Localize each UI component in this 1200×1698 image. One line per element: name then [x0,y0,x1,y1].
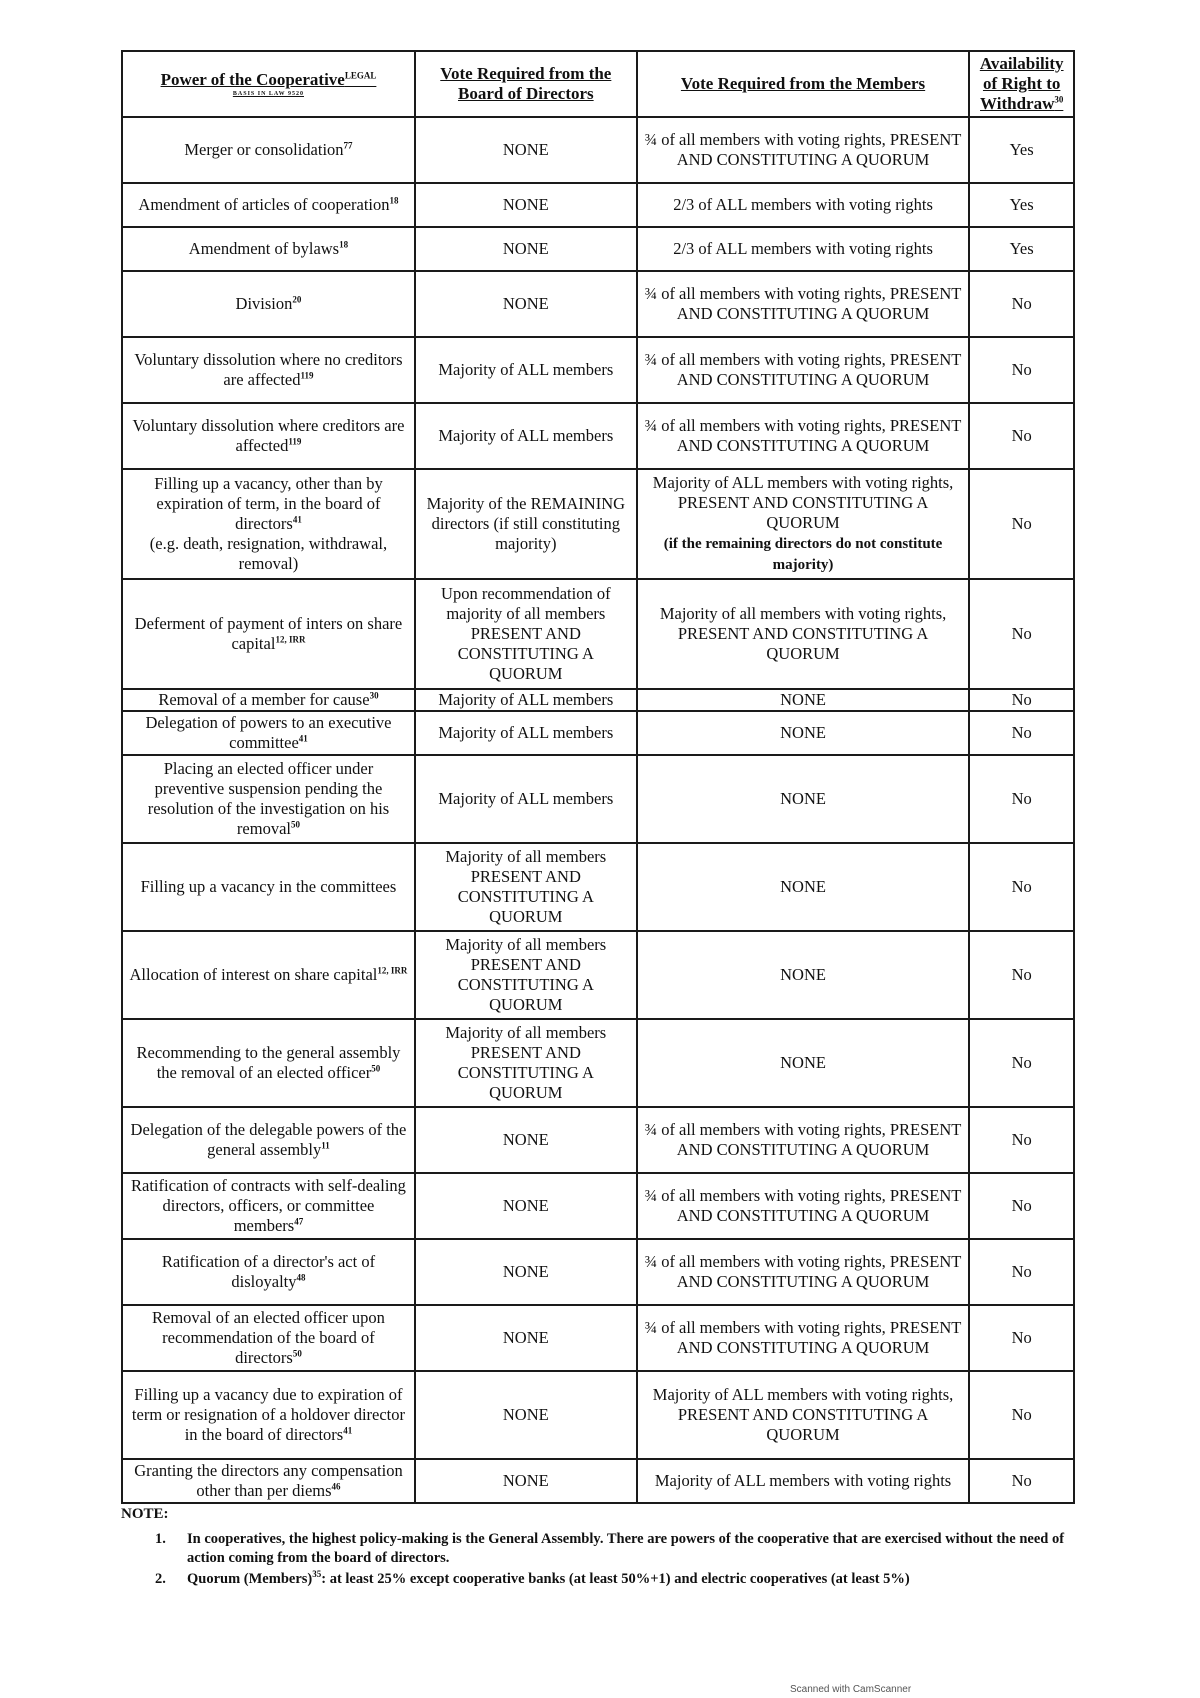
power-cell: Voluntary dissolution where creditors are affected$^{119}$ [122,403,415,469]
board-vote-cell: Majority of ALL members [415,403,637,469]
table-row [122,1459,1074,1503]
power-cell: Division$^{20}$ [122,271,415,337]
withdraw-cell: No [969,931,1074,1019]
withdraw-cell: No [969,843,1074,931]
withdraw-cell: No [969,1019,1074,1107]
power-cell: Voluntary dissolution where no creditors are affected$^{119}$ [122,337,415,403]
withdraw-cell: No [969,755,1074,843]
withdraw-cell: No [969,1371,1074,1459]
power-cell: Filling up a vacancy, other than by expiration of term, in the board of directors$^{41}$ (e.g. death, resignation, withdrawal, removal) [122,469,415,579]
board-vote-cell: NONE [415,271,637,337]
power-cell: Merger or consolidation$^{77}$ [122,117,415,183]
members-vote-cell: ¾ of all members with voting rights, PRESENT AND CONSTITUTING A QUORUM [637,1173,970,1239]
board-vote-cell: Majority of ALL members [415,689,637,711]
members-vote-cell: Majority of all members with voting rights, PRESENT AND CONSTITUTING A QUORUM [637,579,970,689]
members-vote-cell: ¾ of all members with voting rights, PRESENT AND CONSTITUTING A QUORUM [637,1239,970,1305]
members-vote-cell: 2/3 of ALL members with voting rights [637,183,970,227]
power-cell: Ratification of a director's act of disloyalty$^{48}$ [122,1239,415,1305]
header-members-vote: Vote Required from the Members [637,51,970,117]
board-vote-cell: NONE [415,1305,637,1371]
members-vote-cell: ¾ of all members with voting rights, PRESENT AND CONSTITUTING A QUORUM [637,1305,970,1371]
table-row [122,117,1074,183]
table-row [122,403,1074,469]
members-vote-cell: NONE [637,843,970,931]
withdraw-cell: No [969,711,1074,755]
members-vote-cell: NONE [637,711,970,755]
note-title: NOTE: [121,1506,169,1522]
board-vote-cell: Majority of ALL members [415,711,637,755]
table-row [122,183,1074,227]
withdraw-cell: No [969,1107,1074,1173]
power-cell: Delegation of powers to an executive committee$^{41}$ [122,711,415,755]
board-vote-cell: NONE [415,183,637,227]
power-cell: Removal of a member for cause$^{30}$ [122,689,415,711]
header-withdraw: Availability of Right to Withdraw$^{30}$ [969,51,1074,117]
power-cell: Ratification of contracts with self-dealing directors, officers, or committee members$^{47}$ [122,1173,415,1239]
withdraw-cell: No [969,579,1074,689]
power-cell: Filling up a vacancy due to expiration of term or resignation of a holdover director in the board of directors$^{41}$ [122,1371,415,1459]
table-row [122,337,1074,403]
table-row [122,227,1074,271]
withdraw-cell: No [969,271,1074,337]
members-vote-cell: ¾ of all members with voting rights, PRESENT AND CONSTITUTING A QUORUM [637,337,970,403]
scanner-watermark: Scanned with CamScanner [790,1684,912,1695]
power-cell: Amendment of bylaws$^{18}$ [122,227,415,271]
members-vote-cell: NONE [637,755,970,843]
board-vote-cell: Majority of ALL members [415,337,637,403]
table-row [122,711,1074,755]
table-row [122,579,1074,689]
withdraw-cell: No [969,1173,1074,1239]
power-cell: Granting the directors any compensation other than per diems$^{46}$ [122,1459,415,1503]
power-cell: Filling up a vacancy in the committees [122,843,415,931]
header-power: Power of the Cooperative$^{LEGAL}$ BASIS IN LAW 9520 [122,51,415,117]
table-row [122,1107,1074,1173]
table-row [122,271,1074,337]
table-header-row [122,51,1074,117]
members-vote-cell: NONE [637,931,970,1019]
board-vote-cell: Majority of ALL members [415,755,637,843]
board-vote-cell: NONE [415,117,637,183]
board-vote-cell: NONE [415,1239,637,1305]
members-vote-cell: ¾ of all members with voting rights, PRESENT AND CONSTITUTING A QUORUM [637,403,970,469]
board-vote-cell: NONE [415,1371,637,1459]
withdraw-cell: Yes [969,227,1074,271]
table-row [122,843,1074,931]
members-vote-cell: Majority of ALL members with voting rights [637,1459,970,1503]
table-row [122,931,1074,1019]
power-cell: Placing an elected officer under preventive suspension pending the resolution of the investigation on his removal$^{50}$ [122,755,415,843]
power-cell: Delegation of the delegable powers of the general assembly$^{11}$ [122,1107,415,1173]
table-row [122,1019,1074,1107]
members-vote-cell: 2/3 of ALL members with voting rights [637,227,970,271]
members-vote-cell: NONE [637,689,970,711]
withdraw-cell: No [969,1305,1074,1371]
board-vote-cell: NONE [415,227,637,271]
power-cell: Allocation of interest on share capital$^{12, IRR}$ [122,931,415,1019]
withdraw-cell: Yes [969,117,1074,183]
withdraw-cell: Yes [969,183,1074,227]
power-cell: Amendment of articles of cooperation$^{18}$ [122,183,415,227]
table-row [122,1371,1074,1459]
members-vote-cell: ¾ of all members with voting rights, PRESENT AND CONSTITUTING A QUORUM [637,1107,970,1173]
table-row [122,1305,1074,1371]
power-cell: Recommending to the general assembly the removal of an elected officer$^{50}$ [122,1019,415,1107]
board-vote-cell: Majority of all members PRESENT AND CONSTITUTING A QUORUM [415,931,637,1019]
members-vote-cell: ¾ of all members with voting rights, PRESENT AND CONSTITUTING A QUORUM [637,271,970,337]
board-vote-cell: NONE [415,1173,637,1239]
withdraw-cell: No [969,469,1074,579]
withdraw-cell: No [969,337,1074,403]
table-row [122,755,1074,843]
board-vote-cell: Majority of all members PRESENT AND CONSTITUTING A QUORUM [415,1019,637,1107]
members-vote-cell: ¾ of all members with voting rights, PRESENT AND CONSTITUTING A QUORUM [637,117,970,183]
power-cell: Deferment of payment of inters on share capital$^{12, IRR}$ [122,579,415,689]
withdraw-cell: No [969,403,1074,469]
board-vote-cell: NONE [415,1459,637,1503]
board-vote-cell: NONE [415,1107,637,1173]
table-row [122,469,1074,579]
board-vote-cell: Majority of the REMAINING directors (if still constituting majority) [415,469,637,579]
table-row [122,1173,1074,1239]
table-row [122,689,1074,711]
members-vote-cell: Majority of ALL members with voting rights, PRESENT AND CONSTITUTING A QUORUM (if the remaining directors do not constitute majority) [637,469,970,579]
members-vote-cell: NONE [637,1019,970,1107]
members-vote-cell: Majority of ALL members with voting rights, PRESENT AND CONSTITUTING A QUORUM [637,1371,970,1459]
board-vote-cell: Majority of all members PRESENT AND CONSTITUTING A QUORUM [415,843,637,931]
withdraw-cell: No [969,1459,1074,1503]
withdraw-cell: No [969,689,1074,711]
table-row [122,1239,1074,1305]
powers-table [121,50,1075,1504]
document-page: Power of the Cooperative$^{LEGAL}$ BASIS IN LAW 9520 Vote Required from the Board of Directors Vote Required from the Members Availability of Right to Withdraw$^{30}$ Merger or consolidation$^{77}$ NONE ¾ of all members with voting rights, PRESENT AND CONSTITUTING A QUORUM Yes Amendment of articles of cooperation$^{18}$ NONE 2/3 of ALL members with voting rights Yes Amendment of bylaws$^{18}$ NONE 2/3 of ALL members with voting rights Yes Division$^{20}$ NONE ¾ of all members with voting rights, PRESENT AND CONSTITUTING A QUORUM No Voluntary dissolution where no creditors are affected$^{119}$ Majority of ALL members ¾ of all members with voting rights, PRESENT AND CONSTITUTING A QUORUM No Voluntary dissolution where creditors are affected$^{119}$ Majority of ALL members ¾ of all members with voting rights, PRESENT AND CONSTITUTING A QUORUM No Filling up a vacancy, other than by expiration of term, in the board of directors$^{41}$ (e.g. death, resignation, withdrawal, removal) Majority of the REMAINING directors (if still constituting majority) Majority of ALL members with voting rights, PRESENT AND CONSTITUTING A QUORUM (if the remaining directors do not constitute majority) No Deferment of payment of inters on share capital$^{12, IRR}$ Upon recommendation of majority of all members PRESENT AND CONSTITUTING A QUORUM Majority of all members with voting rights, PRESENT AND CONSTITUTING A QUORUM No Removal of a member for cause$^{30}$ Majority of ALL members NONE No Delegation of powers to an executive committee$^{41}$ Majority of ALL members NONE No Placing an elected officer under preventive suspension pending the resolution of the investigation on his removal$^{50}$ Majority of ALL members NONE No Filling up a vacancy in the committees Majority of all members PRESENT AND CONSTITUTING A QUORUM NONE No Allocation of interest on share capital$^{12, IRR}$ Majority of all members PRESENT AND CONSTITUTING A QUORUM NONE No Recommending to the general assembly the removal of an elected officer$^{50}$ Majority of all members PRESENT AND CONSTITUTING A QUORUM NONE No Delegation of the delegable powers of the general assembly$^{11}$ NONE ¾ of all members with voting rights, PRESENT AND CONSTITUTING A QUORUM No Ratification of contracts with self-dealing directors, officers, or committee members$^{47}$ NONE ¾ of all members with voting rights, PRESENT AND CONSTITUTING A QUORUM No Ratification of a director's act of disloyalty$^{48}$ NONE ¾ of all members with voting rights, PRESENT AND CONSTITUTING A QUORUM No Removal of an elected officer upon recommendation of the board of directors$^{50}$ NONE ¾ of all members with voting rights, PRESENT AND CONSTITUTING A QUORUM No Filling up a vacancy due to expiration of term or resignation of a holdover director in the board of directors$^{41}$ NONE Majority of ALL members with voting rights, PRESENT AND CONSTITUTING A QUORUM No Granting the directors any compensation other than per diems$^{46}$ NONE Majority of ALL members with voting rights No NOTE: 1. In cooperatives, the highest policy-making is the General Assembly. There are powers of the cooperative that are exercised without the need of action coming from the board of directors. 2. Quorum (Members)$^{35}$: at least 25% except cooperative banks (at least 50%+1) and electric cooperatives (at least 5%) Scanned with CamScanner [0,0,1200,1698]
power-cell: Removal of an elected officer upon recommendation of the board of directors$^{50}$ [122,1305,415,1371]
header-power-basis: BASIS IN LAW 9520 [232,91,304,97]
withdraw-cell: No [969,1239,1074,1305]
board-vote-cell: Upon recommendation of majority of all members PRESENT AND CONSTITUTING A QUORUM [415,579,637,689]
header-board-vote: Vote Required from the Board of Directors [415,51,637,117]
